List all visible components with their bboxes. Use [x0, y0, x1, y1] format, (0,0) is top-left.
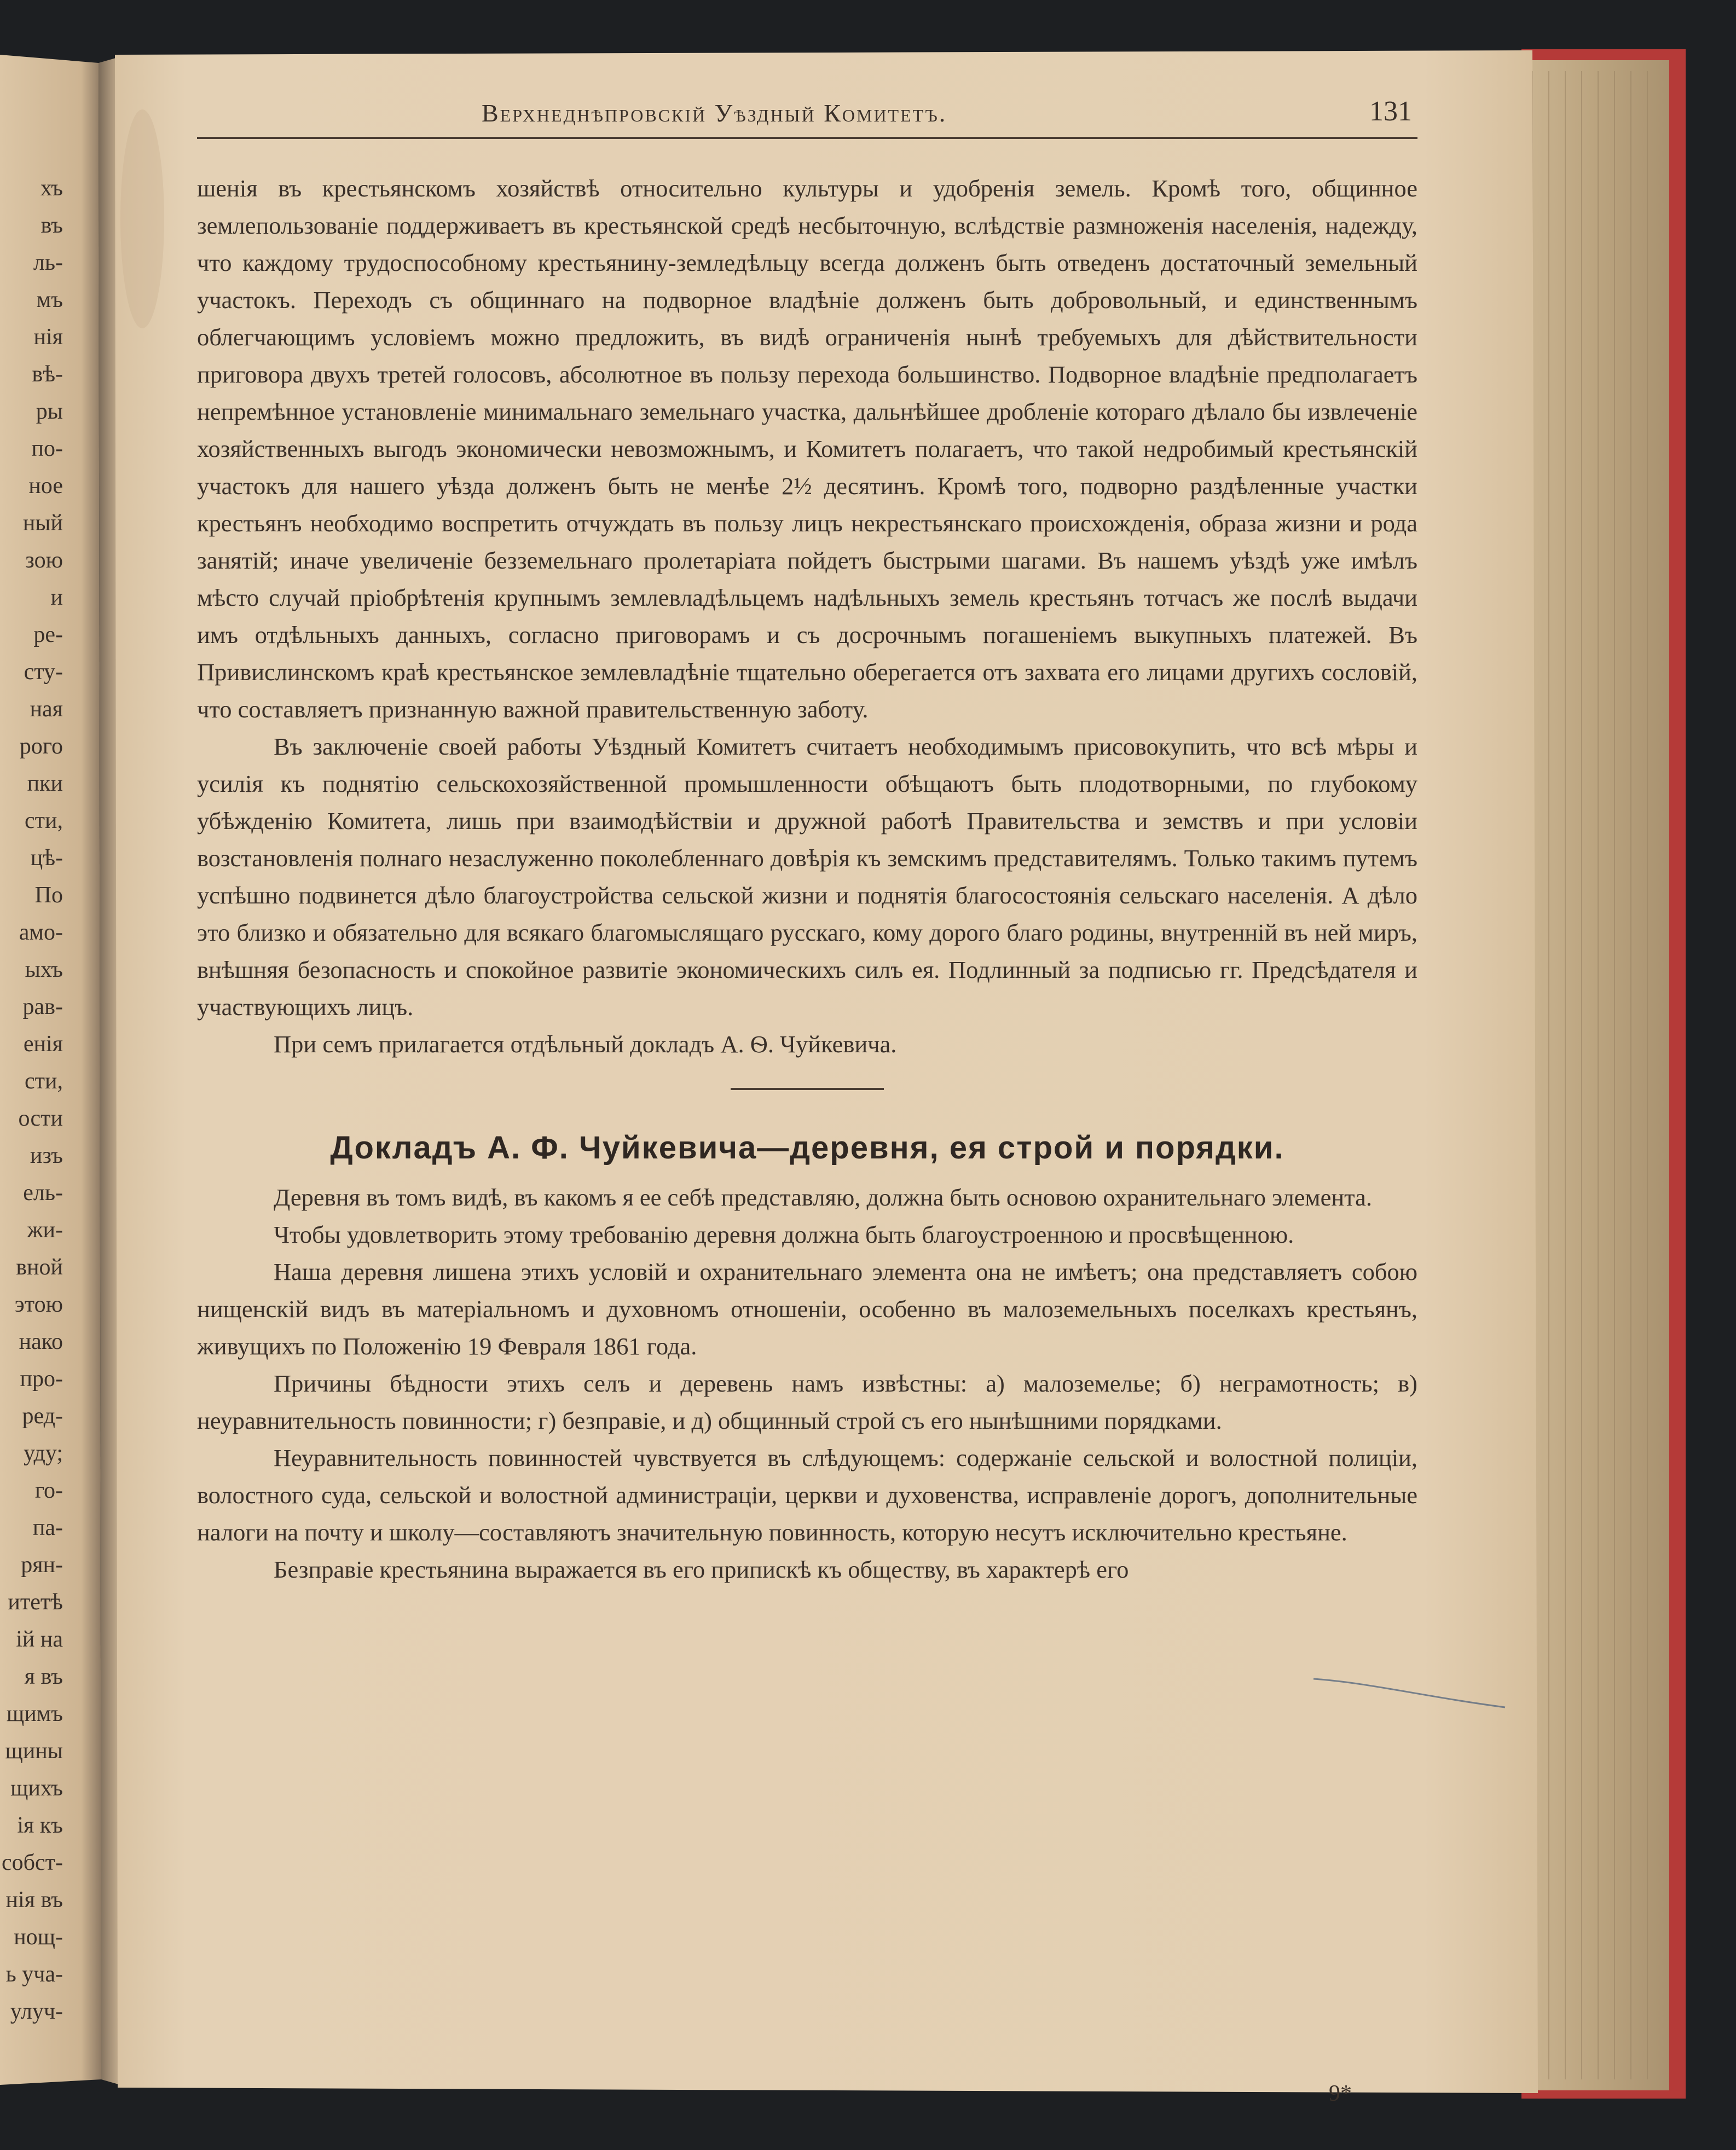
page-stain [120, 109, 164, 328]
left-page-line: па- [32, 1515, 63, 1540]
left-page-line: рян- [21, 1552, 63, 1578]
running-header [197, 93, 1417, 139]
left-page-line: вѣ- [32, 362, 63, 387]
left-page-line: улуч- [10, 1999, 63, 2024]
left-page-line: итетѣ [8, 1590, 63, 1615]
signature-mark: 9* [1329, 2081, 1352, 2106]
left-page-line: ль- [33, 250, 63, 275]
left-page-line: щимъ [6, 1701, 63, 1726]
left-page-line: ры [36, 399, 63, 424]
left-page-line: въ [40, 213, 63, 238]
left-page-line: уду; [24, 1441, 63, 1466]
left-page-line: пки [27, 771, 63, 796]
left-page-line: нощ- [14, 1925, 63, 1950]
left-page-line: я въ [24, 1664, 63, 1689]
left-page-line: вной [16, 1255, 63, 1280]
paragraph: Чтобы удовлетворить этому требованію деревня должна быть благоустроенною и просвѣщенною. [274, 1221, 1294, 1248]
left-page-line: ред- [22, 1404, 63, 1429]
body-text [197, 170, 1417, 1588]
left-page-line: ная [30, 697, 63, 722]
paragraph: При семъ прилагается отдѣльный докладъ А. Ѳ. Чуйкевича. [274, 1030, 897, 1058]
left-page-line: ель- [23, 1180, 63, 1206]
left-page-line: щихъ [10, 1776, 63, 1801]
left-page-line: нія [33, 324, 63, 350]
paragraph: Неуравнительность повинностей чувствуется въ слѣдующемъ: содержаніе сельской и волостной полиціи, волостного суда, сельской и волостной администраціи, церкви и духовенства, исправленіе дорогъ, дополнительные налоги на почту и школу—составляютъ значительную повинность, которую несутъ исключительно крестьяне. [197, 1444, 1417, 1546]
left-page-line: сту- [24, 659, 63, 685]
left-page-line: нія въ [5, 1887, 63, 1913]
left-page-line: по- [31, 436, 63, 461]
left-page-line: изъ [30, 1143, 63, 1168]
left-page-line: ыхъ [25, 957, 63, 982]
left-page-line: зою [25, 548, 63, 573]
left-page-line: мъ [36, 287, 63, 312]
page-number: 131 [1369, 96, 1412, 127]
left-page-line: про- [20, 1366, 63, 1392]
left-page-line: рого [19, 734, 63, 759]
left-page-line: ре- [33, 622, 63, 647]
left-page-line: ный [22, 511, 63, 536]
paragraph: Въ заключеніе своей работы Уѣздный Комитетъ считаетъ необходимымъ присовокупить, что всѣ мѣры и усилія къ поднятію сельскохозяйственной промышленности обѣщаютъ быть плодотворными, по глубокому убѣжденію Комитета, лишь при взаимодѣйствіи и дружной работѣ Правительства и земствъ и при условіи возстановленія полнаго незаслуженно поколебленнаго довѣрія къ земскимъ представителямъ. Только такимъ путемъ успѣшно подвинется дѣло благоустройства сельской жизни и поднятія благосостоянія сельскаго населенія. А дѣло это близко и обязательно для всякаго благомыслящаго русскаго, кому дорого благо родины, внутренній въ ней миръ, внѣшняя безопасность и спокойное развитіе экономическихъ силъ ея. Подлинный за подписью гг. Предсѣдателя и участвующихъ лицъ. [197, 733, 1417, 1021]
left-page-line: жи- [27, 1218, 63, 1243]
running-title: Верхнеднѣпровскій Уѣздный Комитетъ. [482, 99, 947, 127]
paragraph: Наша деревня лишена этихъ условій и охранительнаго элемента она не имѣетъ; она представляетъ собою нищенскій видъ въ матеріальномъ и духовномъ отношеніи, особенно въ малоземельныхъ поселкахъ крестьянъ, живущихъ по Положенію 19 Февраля 1861 года. [197, 1258, 1417, 1360]
left-page-line: ь уча- [5, 1962, 63, 1987]
left-page-line: сти, [25, 808, 63, 833]
left-page-line: собст- [2, 1850, 63, 1875]
paragraph: шенія въ крестьянскомъ хозяйствѣ относительно культуры и удобренія земель. Кромѣ того, общинное землепользованіе поддерживаетъ въ крестьянской средѣ несбыточную, вслѣдствіе размноженія населенія, надежду, что каждому трудоспособному крестьянину-земледѣльцу всегда долженъ быть отведенъ достаточный земельный участокъ. Переходъ съ общиннаго на подворное владѣніе долженъ быть добровольный, и единственнымъ облегчающимъ условіемъ можно предложить, въ видѣ ограниченія нынѣ требуемыхъ для дѣйствительности приговора двухъ третей голосовъ, абсолютное въ пользу перехода большинство. Подворное владѣніе предполагаетъ непремѣнное установленіе минимальнаго земельнаго участка, дальнѣйшее дробленіе котораго дѣлало бы извлеченіе хозяйственныхъ выгодъ экономически невозможнымъ, и Комитетъ полагаетъ, что такой недробимый крестьянскій участокъ для нашего уѣзда долженъ быть не менѣе 2½ десятинъ. Кромѣ того, подворно раздѣленные участки крестьянъ необходимо воспретить отчуждать въ пользу лицъ некрестьянскаго происхожденія, образа жизни и рода занятій; иначе увеличеніе безземельнаго пролетаріата пойдетъ быстрыми шагами. Въ нашемъ уѣздѣ уже имѣлъ мѣсто случай пріобрѣтенія крупнымъ землевладѣльцемъ надѣльныхъ земель крестьянъ тотчасъ же послѣ выдачи имъ отдѣльныхъ данныхъ, согласно приговорамъ и съ досрочнымъ погашеніемъ выкупныхъ платежей. Въ Привислинскомъ краѣ крестьянское землевладѣніе тщательно оберегается отъ захвата его лицами другихъ сословій, что составляетъ признанную важной правительственную заботу. [197, 175, 1417, 723]
paragraphs-before-report [197, 170, 1417, 1063]
left-page-line: ное [28, 473, 63, 499]
left-page-line: енія [23, 1031, 63, 1057]
left-page-line: цѣ- [30, 845, 63, 871]
report-title: Докладъ А. Ф. Чуйкевича—деревня, ея строй и порядки. [330, 1130, 1284, 1166]
left-page-line: ій на [16, 1627, 63, 1652]
paragraph: Деревня въ томъ видѣ, въ какомъ я ее себѣ представляю, должна быть основою охранительнаго элемента. [274, 1184, 1372, 1211]
left-page-line: сти, [25, 1069, 63, 1094]
paragraph: Безправіе крестьянина выражается въ его припискѣ къ обществу, въ характерѣ его [274, 1556, 1129, 1583]
left-page-line: По [34, 883, 63, 908]
left-page-line: щины [5, 1738, 63, 1764]
left-page-fragments [0, 170, 63, 2058]
paragraphs-report [197, 1179, 1417, 1588]
left-page-line: ія къ [17, 1813, 63, 1838]
left-page-line: хъ [40, 176, 63, 201]
left-page-line: го- [34, 1478, 63, 1503]
left-page-line: этою [14, 1292, 63, 1317]
document-page [197, 82, 1417, 2107]
left-page-line: рав- [22, 994, 63, 1019]
left-page-line: нако [19, 1329, 63, 1354]
left-page-line: ости [18, 1106, 63, 1131]
paragraph: Причины бѣдности этихъ селъ и деревень намъ извѣстны: а) малоземелье; б) неграмотность; в) неуравнительность повинности; г) безправіе, и д) общинный строй съ его нынѣшними порядками. [197, 1370, 1417, 1434]
section-divider [731, 1088, 884, 1090]
left-page-line: и [50, 585, 63, 610]
left-page-line: амо- [19, 920, 63, 945]
